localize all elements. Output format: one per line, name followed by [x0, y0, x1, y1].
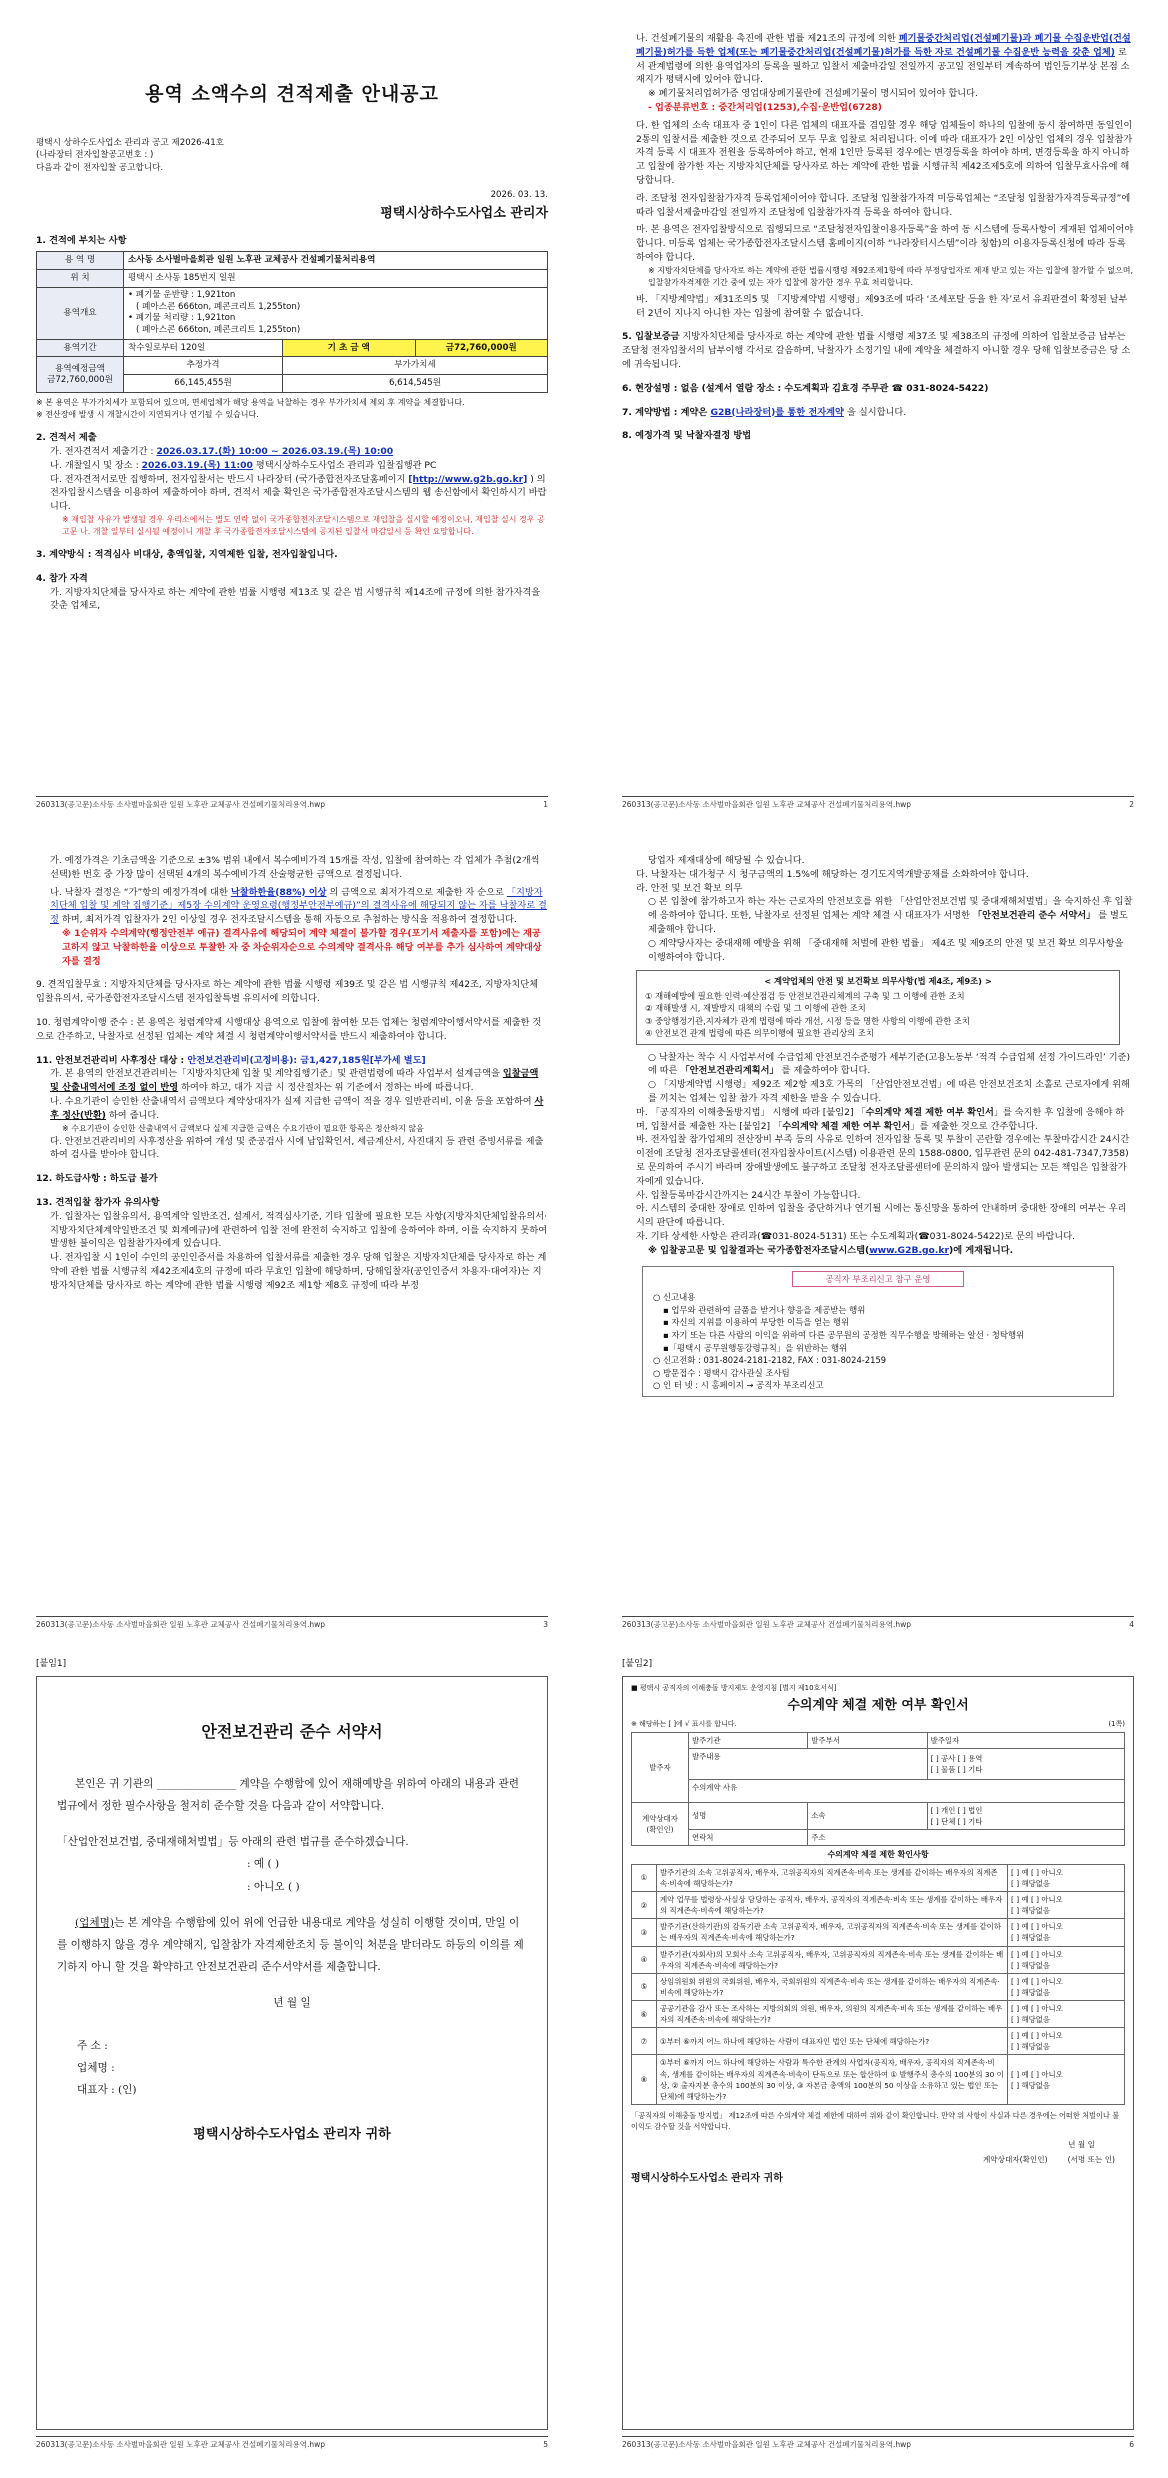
order-content-field[interactable]: 발주내용 [689, 1748, 928, 1779]
vat-label: 부가가치세 [283, 357, 548, 375]
sanction-note: ※ 지방자치단체를 당사자로 하는 계약에 관한 법률시행령 제92조제1항에 따라 부정당업자로 제재 받고 있는 자는 입찰에 참가할 수 없으며, 입찰참가자격제한 기간 중에 있는 자가 입찰에 참가한 경우 무효 처리합니다. [648, 265, 1134, 287]
check-number: ① [632, 1864, 657, 1891]
check-number: ② [632, 1892, 657, 1919]
conflict-text: 마. 「공직자의 이해충돌방지법」 시행에 따라 [붙임2] 「 [636, 1106, 866, 1118]
page-4 [600, 834, 1156, 1636]
section-8-heading: 8. 예정가격 및 낙찰자결정 방법 [622, 430, 752, 442]
pledge-company-placeholder: (업체명) [75, 1916, 114, 1929]
page-5 [14, 1654, 570, 2456]
table-header-period: 용역기간 [37, 339, 124, 357]
section-9-invalid-bid: 9. 견적입찰무효 : 지방자치단체를 당사자로 하는 계약에 관한 법률 시행령 제39조 및 같은 법 시행규칙 제42조, 지방자치단체 입찰유의서, 국가종합전자조달시스템 전자입찰특별 유의서에 의합니다. [36, 979, 539, 1005]
yes-no-checkbox[interactable]: [ ] 예 [ ] 아니오 [1011, 1922, 1063, 1932]
pledge-body-1: 본인은 귀 기관의 _______________ 계약을 수행함에 있어 재해예방을 위하여 아래의 내용과 관련 법규에서 정한 필수사항을 철저히 준수할 것을 다음과 같이 서약합니다. [57, 1777, 519, 1812]
section-2-heading: 2. 견적서 제출 [36, 432, 97, 444]
award-rule-3: 하며, 최저가격 입찰자가 2인 이상일 경우 전자조달시스템을 통해 자동으로 추첨하는 방식을 적용하여 결정합니다. [61, 914, 517, 926]
opening-label: 나. 개찰일시 및 장소 : [50, 459, 139, 471]
vat-note: ※ 본 용역은 부가가치세가 포함되어 있으며, 면세업체가 해당 용역을 낙찰하는 경우 부가가치세 제외 후 계약을 체결합니다. [36, 398, 465, 408]
check-question: 상임위원회 위원의 국회위원, 배우자, 국회위원의 직계존속·비속 또는 생계를 같이하는 배우자의 직계존속·비속에 해당하는가? [657, 1973, 1008, 2000]
page-number: 2 [1129, 799, 1134, 809]
page-6 [600, 1654, 1156, 2456]
overview-line: ( 폐아스콘 666ton, 폐콘크리트 1,255ton) [136, 301, 301, 312]
pledge-body-3: 는 본 계약을 수행함에 있어 위에 언급한 내용대로 계약을 성실히 이행할 것이며, 만일 이를 이행하지 않을 경우 계약해지, 입찰참가 자격제한조치 등 불이익 처분을 받더라도 하등의 이의를 제기하지 아니 할 것을 확약하고 안전보건관리 준수서약서를 제출합니다. [57, 1916, 524, 1974]
check-question: ①부터 ⑥까지 어느 하나에 해당하는 사람과 특수한 관계의 사업자(공직자, 배우자, 공직자의 직계존속·비속, 생계를 같이하는 배우자의 직계존속·비속이 단독으로 또는 합산하여 ① 발행주식 총수의 100분의 30 이상, ② 출자지분 총수의 100분의 30 이상, ③ 자본금 총액의 100분의 50 이상을 소유하고 있는 법인 또는 단체)에 해당하는가? [657, 2055, 1008, 2104]
not-applicable-checkbox[interactable]: [ ] 해당없음 [1011, 1879, 1051, 1889]
check-row [632, 1973, 1125, 2000]
yes-no-checkbox[interactable]: [ ] 예 [ ] 아니오 [1011, 1949, 1063, 1959]
report-line: ▪「평택시 공무원행동강령규칙」을 위반하는 행위 [663, 1342, 848, 1353]
report-line: ▪ 자기 또는 다른 사람의 이익을 위하여 다른 공무원의 공정한 직무수행을 방해하는 알선 · 청탁행위 [663, 1329, 1025, 1340]
service-name: 소사동 소사벌마을회관 일원 노후관 교체공사 건설폐기물처리용역 [124, 252, 548, 270]
safety-plan-text: ○ 낙찰자는 착수 시 사업부서에 수급업체 안전보건수준평가 세부기준(고용노동부 ‘적격 수급업체 선정 가이드라인’ 기준)에 따른 [648, 1051, 1131, 1077]
form-declaration: 「공직자의 이해충돌 방지법」 제12조에 따른 수의계약 체결 제한에 대하여 위와 같이 확인합니다. 만약 위 사항이 사실과 다른 경우에는 어떠한 처벌이나 불이익도 감수할 것을 서약합니다. [631, 2110, 1120, 2131]
safety-cost-amount: 안전보건관리비(고정비용): 금1,427,185원[부가세 별도] [187, 1054, 426, 1066]
form-reference: ■ 평택시 공직자의 이해충돌 방지제도 운영지침 [별지 제10호서식] [631, 1684, 837, 1692]
intro-text: 다음과 같이 전자입찰 공고합니다. [36, 163, 164, 174]
contractor-address-field[interactable]: 주소 [808, 1829, 1125, 1845]
check-question: 발주기관(산하기관)의 감독기관 소속 고위공직자, 배우자, 고위공직자의 직계존속·비속 또는 생계를 같이하는 배우자의 직계존속·비속에 해당하는가? [657, 1919, 1008, 1946]
base-amount-value: 금72,760,000원 [416, 340, 548, 357]
award-rule: 나. 낙찰자 결정은 “가”항의 예정가격에 대한 [50, 886, 228, 898]
g2b-publish-text-2: )에 게재됩니다. [949, 1244, 1014, 1256]
issuer-name: 평택시상하수도사업소 관리자 [380, 206, 548, 222]
electronic-submission-text: 다. 전자견적서로만 집행하며, 전자입찰서는 반드시 나라장터 (국가종합전자조달홈페이지 [50, 473, 406, 485]
settlement-note: ※ 수요기관이 승인한 산출내역서 금액보다 실제 지급한 금액은 수요기관이 필요한 항목은 정산하지 않음 [62, 1123, 424, 1133]
report-line: ▪ 자신의 지위를 이용하여 부당한 이득을 얻는 행위 [663, 1317, 850, 1328]
g2b-publish-text: ※ 입찰공고문 및 입찰결과는 국가종합전자조달시스템( [648, 1244, 870, 1256]
check-row [632, 2001, 1125, 2028]
pledge-yes: : 예 ( ) [247, 1858, 280, 1871]
check-question: 발주기관의 소속 고위공직자, 배우자, 고위공직자의 직계존속·비속 또는 생계를 같이하는 배우자의 직계존속·비속에 해당하는가? [657, 1864, 1008, 1891]
report-line: ○ 신고전화 : 031-8024-2181-2182, FAX : 031-8024-2159 [653, 1355, 887, 1366]
check-number: ⑧ [632, 2055, 657, 2104]
page-footer [622, 2436, 1134, 2450]
conflict-check-form [622, 1676, 1134, 2430]
form-title: 수의계약 체결 제한 여부 확인서 [787, 1697, 969, 1713]
page-1 [14, 14, 570, 816]
not-applicable-checkbox[interactable]: [ ] 해당없음 [1011, 2042, 1051, 2052]
page-3 [14, 834, 570, 1636]
page-number: 4 [1129, 1619, 1134, 1629]
award-floor-rate: 낙찰하한율(88%) 이상 [230, 886, 327, 898]
conflict-form-name-2: 수의계약 체결 제한 여부 확인서 [782, 1120, 911, 1132]
footer-filename: 260313(공고문)소사동 소사벌마을회관 일원 노후관 교체공사 건설폐기물처리용역.hwp [36, 1619, 326, 1629]
bid-restriction-text: ○ 「지방계약법 시행령」제92조 제2항 제3호 가목의 「산업안전보건법」에 따른 안전보건조치 소홀로 근로자에게 위해를 끼치는 업체는 입찰 참가 자격 제한을 받을 수 있습니다. [648, 1079, 1130, 1104]
next-rank-note: ※ 1순위자 수의계약(행정안전부 예규) 결격사유에 해당되어 계약 체결이 불가할 경우(포기서 제출자를 포함)에는 재공고하지 않고 낙찰하한율 이상으로 투찰한 자 중 차순위자순으로 수의계약 결격사유 해당 여부를 추가 심사하여 계약대상자를 결정 [62, 927, 542, 967]
check-section-title: 수의계약 체결 제한 확인사항 [827, 1849, 929, 1859]
section-7-tail: 을 실시합니다. [847, 406, 907, 418]
orderer-table [631, 1732, 1125, 1846]
system-issue-text: 바. 전자입찰 참가업체의 전산장비 부족 등의 사유로 인하여 전자입찰 등록 및 투찰이 곤란할 경우에는 투찰마감시간 24시간 이전에 조달청 전자조달콜센터(전자입찰사이트(시스템) 이용관련 문의 1588-0800, 입무관련 문의 042-481-7347,7358)로 문의하여 주시기 바라며 장애발생에도 불구하고 조달청 전자조달콜센터에 문의하지 않아 발생되는 모든 책임은 입찰참가자에게 있습니다. [636, 1134, 1130, 1187]
industry-code: - 업종분류번호 : 중간처리업(1253),수집·운반업(6728) [648, 101, 883, 113]
section-10-integrity: 10. 청렴계약이행 준수 : 본 용역은 청렴계약제 시행대상 용역으로 입찰에 참여한 모든 업체는 청렴계약이행서약서를 제출한 것으로 간주하고, 낙찰자로 선정된 업체는 계약 체결 시 청렴계약이행서약서를 반드시 제출하여야 합니다. [36, 1016, 542, 1042]
report-line: ○ 신고내용 [653, 1292, 696, 1303]
not-applicable-checkbox[interactable]: [ ] 해당없음 [1011, 1960, 1051, 1970]
footer-filename: 260313(공고문)소사동 소사벌마을회관 일원 노후관 교체공사 건설폐기물처리용역.hwp [622, 1619, 912, 1629]
form-signature-field[interactable]: (서명 또는 인) [1067, 2154, 1115, 2164]
form-signer: 계약상대자(확인인) [982, 2154, 1048, 2164]
page-footer [36, 2436, 548, 2450]
g2b-publish-link[interactable]: www.G2B.go.kr [869, 1244, 949, 1256]
estimated-price-value: 66,145,455원 [124, 375, 283, 393]
check-row [632, 2055, 1125, 2104]
bid-bond-text: 지방자치단체를 당사자로 하는 계약에 관한 법률 시행령 제37조 및 제38조의 규정에 의하여 입찰보증금 납부는 조달청 전자입찰서의 납부이행 각서로 갈음하며, 낙찰자가 소정기일 내에 계약을 체결하지 아니할 경우 당해 입찰보증금은 당 소에 귀속됩니다. [622, 331, 1131, 370]
overview-line: • 폐기물 처리량 : 1,921ton [128, 313, 236, 324]
page-footer [622, 796, 1134, 810]
section-3-contract-type: 3. 계약방식 : 적격심사 비대상, 총액입찰, 지역제한 입찰, 전자입찰입니다. [36, 548, 338, 560]
estimated-price-label: 추정가격 [124, 357, 283, 375]
safety-duty-item: ④ 안전보건 관계 법령에 따른 의무이행에 필요한 관리상의 조치 [645, 1028, 874, 1039]
report-box [642, 1266, 1114, 1397]
section-1-heading: 1. 견적에 부치는 사항 [36, 234, 127, 246]
page-number: 3 [543, 1619, 548, 1629]
conflict-text-3: 」를 제출한 것으로 간주합니다. [910, 1120, 1038, 1132]
bidder-notice-a: 가. 입찰자는 입찰유의서, 용역계약 일반조건, 설계서, 적격심사기준, 기타 입찰에 필요한 모든 사항(지방자치단체입찰유의서·지방자치단체계약일반조건 및 회계예규)에 관련하여 입찰 전에 완전히 숙지하고 입찰에 응하여야 하며, 이를 숙지하지 못하여 발생한 불이익은 입찰참가자에게 있습니다. [50, 1210, 548, 1250]
pledge-body-2: 「산업안전보건법, 중대재해처벌법」등 아래의 관련 법규를 준수하겠습니다. [57, 1836, 409, 1849]
submission-period-label: 가. 전자견적서 제출기간 : [50, 445, 154, 457]
pledge-no: : 아니오 ( ) [247, 1880, 300, 1893]
electronic-submission-text-2: ) 의 전자입찰시스템을 이용하여 제출하여야 하며, 견적서 제출 확인은 국가종합전자조달시스템의 웹 송신함에서 확인하시기 바랍니다. [50, 473, 547, 513]
page-footer [36, 1616, 548, 1630]
opening-place: 평택시상하수도사업소 관리과 입찰집행관 PC [255, 459, 437, 471]
settlement-rule-2: 하여 줍니다. [108, 1109, 160, 1121]
table-header-location: 위 치 [37, 270, 124, 288]
notice-title: 용역 소액수의 견적제출 안내공고 [145, 83, 439, 105]
not-applicable-checkbox[interactable]: [ ] 해당없음 [1011, 1987, 1051, 1997]
safety-duty-item: ① 재해예방에 필요한 인력·예산점검 등 안전보건관리체계의 구축 및 그 이행에 관한 조치 [645, 990, 965, 1001]
g2b-notice-number: (나라장터 전자입찰공고번호 : ) [36, 150, 154, 161]
settlement-rule: 나. 수요기관이 승인한 산출내역서 금액보다 계약상대자가 실제 지급한 금액이 적을 경우 일반관리비, 이윤 등을 포함하여 [50, 1095, 532, 1107]
check-row [632, 2028, 1125, 2055]
waste-permit-note: ※ 폐기물처리업허가증 영업대상폐기물란에 건설폐기물이 명시되어 있어야 합니다. [648, 88, 978, 100]
order-type-options[interactable]: [ ] 공사 [ ] 용역 [ ] 물품 [ ] 기타 [927, 1748, 1124, 1779]
check-number: ⑦ [632, 2028, 657, 2055]
section-12-subcontract: 12. 하도급사항 : 하도급 불가 [36, 1173, 158, 1185]
estimate-table [36, 251, 548, 393]
page-footer [622, 1616, 1134, 1630]
report-box-title: 공직자 부조리신고 참구 운영 [792, 1271, 964, 1288]
check-number: ⑤ [632, 1973, 657, 2000]
estimated-price-rule: 가. 예정가격은 기초금액을 기준으로 ±3% 범위 내에서 복수예비가격 15개를 작성, 입찰에 참여하는 각 업체가 추첨(2개씩 선택)한 번호 중 가장 많이 선택된 4개의 복수예비가격 산술평균한 금액으로 결정됩니다. [50, 855, 540, 880]
check-row [632, 1919, 1125, 1946]
check-number: ③ [632, 1919, 657, 1946]
registration-rule: 라. 조달청 전자입찰참가자격 등록업체이어야 합니다. 조달청 입찰참가자격 미등록업체는 “조달청 입찰참가자격등록규정”에 따라 입찰서제출마감일 전일까지 조달청에 입찰참가자격 등록을 하여야 합니다. [636, 192, 1131, 218]
settlement-evidence: 다. 안전보건관리비의 사후정산을 위하여 개성 및 준공검사 시에 납입확인서, 세금계산서, 사진대지 등 관련 증빙서류를 제출하여 검사를 받아야 합니다. [50, 1135, 544, 1161]
table-header-estimated: 용역예정금액 [55, 363, 105, 374]
yes-no-checkbox[interactable]: [ ] 예 [ ] 아니오 [1011, 1895, 1063, 1905]
safety-plan-text-2: 를 제출하여야 합니다. [781, 1065, 871, 1077]
estimated-amount: 금72,760,000원 [47, 374, 113, 385]
footer-filename: 260313(공고문)소사동 소사벌마을회관 일원 노후관 교체공사 건설폐기물처리용역.hwp [36, 2439, 326, 2449]
conflict-text-2: 」를 숙지한 후 입찰에 응해야 하며, 입찰서를 제출한 자는 [붙임2] 「 [636, 1106, 1125, 1132]
orderer-header: 발주자 [632, 1732, 689, 1802]
check-table [631, 1864, 1125, 2105]
pledge-company: 업체명 : [77, 2061, 115, 2074]
overview-line: • 폐기물 운반량 : 1,921ton [128, 290, 236, 301]
pledge-ceo: 대표자 : (인) [77, 2084, 137, 2097]
contractor-affiliation-field[interactable]: 소속 [808, 1802, 927, 1829]
pledge-date: 년 월 일 [273, 1997, 311, 2010]
award-rule-highlight: 「지방자치단체 입찰 및 계약 집행기준」제5장 수의계약 운영요령(행정부안전부예규)”의 결격사유에 해당되지 않는 자를 낙찰자로 결정 [50, 886, 547, 926]
safety-pledge-form [36, 1676, 548, 2430]
continued-text: 당업자 제재대상에 해당될 수 있습니다. [648, 855, 805, 866]
footer-filename: 260313(공고문)소사동 소사벌마을회관 일원 노후관 교체공사 건설폐기물처리용역.hwp [622, 2439, 912, 2449]
not-applicable-checkbox[interactable]: [ ] 해당없음 [1011, 1906, 1051, 1916]
qualification-b-text-2: 로서 관계법령에 의한 용역업자의 등록을 필하고 입찰서 제출마감일 전일까지 공고일 전일부터 계속하여 법인등기부상 본점 소재지가 평택시에 있어야 합니다. [636, 46, 1130, 86]
representative-rule: 다. 한 업체의 소속 대표자 중 1인이 다른 업체의 대표자를 겸임할 경우 해당 업체들이 하나의 입찰에 동시 참여하면 동일인이 2통의 입찰서를 제출한 것으로 간주되어 모두 무효 입찰로 처리됩니다. 이에 따라 대표자가 2인 이상인 업체의 경우 입찰참가자격 등록 시 대표자 전원을 등록하여야 하고, 현재 1인만 등록된 경우에는 변경등록을 하여야 하며, 변경등록을 하지 아니하고 입찰에 참가한 자는 지방자치단체를 당사자로 하는 계약에 관한 법률 시행규칙 제42조제5호에 의하여 입찰무효사유에 해당합니다. [636, 119, 1133, 186]
report-line: ○ 인 터 넷 : 시 홈페이지 → 공직자 부조리신고 [653, 1380, 824, 1391]
section-13-heading: 13. 견적입찰 참가자 유의사항 [36, 1196, 160, 1208]
safety-box-title: < 계약업체의 안전 및 보건확보 의무사항(법 제4조, 제9조) > [764, 976, 992, 987]
footer-filename: 260313(공고문)소사동 소사벌마을회관 일원 노후관 교체공사 건설폐기물처리용역.hwp [36, 799, 326, 809]
safety-cost-highlight: 입찰금액 및 산출내역서에 조정 없이 반영 [50, 1068, 539, 1094]
pledge-title: 안전보건관리 준수 서약서 [201, 1722, 383, 1741]
not-applicable-checkbox[interactable]: [ ] 해당없음 [1011, 2080, 1051, 2090]
form-instruction: ※ 해당하는 [ ]에 √ 표시를 합니다. [631, 1720, 737, 1728]
e-bidding-rule: 마. 본 용역은 전자입찰방식으로 집행되므로 “조달청전자입찰이용자등록”을 하여 동 시스템에 등록사항이 게재된 업체이어야 합니다. 미등록 업체는 국가종합전자조달시스템 홈페이지(이하 “나라장터시스템”이라 칭함)의 이용자등록신청에 따라 등록하여야 합니다. [636, 224, 1134, 263]
orderer-dept-field[interactable]: 발주부서 [808, 1732, 927, 1748]
page-footer [36, 796, 548, 810]
vat-value: 6,614,545원 [283, 375, 548, 393]
not-applicable-checkbox[interactable]: [ ] 해당없음 [1011, 1933, 1051, 1943]
safety-duty-box [636, 970, 1120, 1044]
safety-text: ○ 본 입찰에 참가하고자 하는 자는 근로자의 안전보호를 위한 「산업안전보건법 및 중대재해처벌법」을 숙지하신 후 입찰에 응하여야 합니다. 또한, 낙찰자로 선정된 업체는 계약 체결 시 대표자가 서명한 [648, 896, 1133, 922]
check-question: 발주기관(자회사)의 모회사 소속 고위공직자, 배우자, 고위공직자의 직계존속·비속 또는 생계를 같이하는 배우자의 직계존속·비속에 해당하는가? [657, 1946, 1008, 1973]
safety-cost-rule-2: 하여야 하고, 대가 지급 시 정산절차는 위 기준에서 정하는 바에 따릅니다. [181, 1082, 474, 1094]
section-6-site-briefing: 6. 현장설명 : 없음 (설계서 열람 장소 : 수도계획과 김효경 주무관 ☎ 031-8024-5422) [622, 382, 989, 394]
service-location: 평택시 소사동 185번지 일원 [124, 270, 548, 288]
footer-filename: 260313(공고문)소사동 소사벌마을회관 일원 노후관 교체공사 건설폐기물처리용역.hwp [622, 799, 912, 809]
safety-duty-item: ③ 중앙행정기관,지자체가 관계 법령에 따라 개선, 시정 등을 명한 사항의 이행에 관한 조치 [645, 1015, 970, 1026]
report-line: ○ 방문접수 : 평택시 감사관실 조사팀 [653, 1367, 790, 1378]
contractor-phone-field[interactable]: 연락처 [689, 1829, 808, 1845]
tax-evasion-rule: 바. 「지방계약법」제31조의5 및 「지방계약법 시행령」제93조에 따라 ‘조세포탈 등을 한 자’로서 유죄판결이 확정된 날부터 2년이 지나지 아니한 자는 입찰에 참여할 수 없습니다. [636, 293, 1128, 319]
conflict-form-name: 수의계약 체결 제한 여부 확인서 [865, 1106, 994, 1118]
table-header-overview: 용역개요 [37, 288, 124, 339]
safety-text-2: 를 별도 제출해야 합니다. [648, 910, 1128, 935]
form-date: 년 월 일 [1068, 2139, 1095, 2149]
page-number: 5 [543, 2439, 548, 2449]
safety-duty-item: ② 재해발생 시, 재발방지 대책의 수립 및 그 이행에 관한 조치 [645, 1003, 866, 1014]
check-question: 공공기관을 감사 또는 조사하는 지방의회의 의원, 배우자, 의원의 직계존속·비속 또는 생계를 같이하는 배우자의 직계존속·비속에 해당하는가? [657, 2001, 1008, 2028]
page-number: 6 [1129, 2439, 1134, 2449]
pledge-recipient: 평택시상하수도사업소 관리자 귀하 [193, 2127, 391, 2143]
bidding-24h-text: 사. 입찰등록마감시간까지는 24시간 투찰이 가능합니다. [636, 1189, 861, 1201]
contractor-name-field[interactable]: 성명 [689, 1802, 808, 1829]
page-2 [600, 14, 1156, 816]
check-question: ①부터 ⑥까지 어느 하나에 해당하는 사람이 대표자인 법인 또는 단체에 해당하는가? [657, 2028, 1008, 2055]
contract-reason-field[interactable]: 수의계약 사유 [689, 1779, 1125, 1802]
yes-no-checkbox[interactable]: [ ] 예 [ ] 아니오 [1011, 1867, 1063, 1877]
check-number: ⑥ [632, 2001, 657, 2028]
notice-number: 평택시 상하수도사업소 관리과 공고 제2026-41호 [36, 137, 224, 148]
rebid-note: ※ 재입찰 사유가 발생될 경우 우리소에서는 별도 연락 없이 국가종합전자조달시스템으로 재입찰을 실시할 예정이오니, 재입찰 실시 경우 공고문 나. 개찰 일부터 실시될 예정이니 개찰 후 국가종합전자조달시스템에 공지된 입찰서 마감일시 등 확인 요망합니다. [62, 514, 545, 536]
base-amount-label: 기 초 금 액 [283, 340, 416, 357]
yes-no-checkbox[interactable]: [ ] 예 [ ] 아니오 [1011, 2004, 1063, 2014]
check-row [632, 1864, 1125, 1891]
yes-no-checkbox[interactable]: [ ] 예 [ ] 아니오 [1011, 2069, 1063, 2079]
opening-datetime: 2026.03.19.(목) 11:00 [141, 459, 253, 471]
e-contract-highlight: G2B(나라장터)를 통한 전자계약 [710, 406, 844, 418]
service-period: 착수일로부터 120일 [124, 339, 283, 357]
check-row [632, 1892, 1125, 1919]
check-row [632, 1946, 1125, 1973]
settlement-highlight: 사후 정산(반환) [50, 1095, 544, 1121]
section-11-label: 11. 안전보건관리비 사후정산 대상 : [36, 1054, 185, 1066]
qualification-b-text: 나. 건설폐기물의 재활용 촉진에 관한 법률 제21조의 규정에 의한 [636, 33, 896, 44]
bond-rule: 다. 낙찰자는 대가청구 시 청구금액의 1.5%에 해당하는 경기도지역개발공채를 소화하여야 합니다. [636, 868, 1029, 880]
pledge-address: 주 소 : [77, 2039, 108, 2052]
yes-no-checkbox[interactable]: [ ] 예 [ ] 아니오 [1011, 2031, 1063, 2041]
not-applicable-checkbox[interactable]: [ ] 해당없음 [1011, 2015, 1051, 2025]
safety-cost-rule: 가. 본 용역의 안전보건관리비는「지방자치단체 입찰 및 계약집행기준」및 관련법령에 따라 사업부서 설계금액을 [50, 1068, 500, 1080]
qualification-text: 가. 지방자치단체를 당사자로 하는 계약에 관한 법률 시행령 제13조 및 같은 법 시행규칙 제14조에 규정에 의한 참가자격을 갖춘 업체로, [50, 586, 541, 612]
check-number: ④ [632, 1946, 657, 1973]
g2b-link[interactable]: [http://www.g2b.go.kr] [408, 473, 528, 485]
system-failure-text: 아. 시스템의 중대한 장애로 인하여 입찰을 중단하거나 연기될 시에는 통신망을 통하여 안내하며 중대한 장애의 여부는 우리시의 판단에 따릅니다. [636, 1203, 1127, 1229]
order-date-field[interactable]: 발주일자 [927, 1732, 1124, 1748]
form-recipient: 평택시상하수도사업소 관리자 귀하 [631, 2173, 783, 2185]
serious-accident-text: ○ 계약당사자는 중대재해 예방을 위해 「중대재해 처벌에 관한 법률」 제4조 및 제9조의 안전 및 보건 확보 의무사항을 이행하여야 합니다. [648, 937, 1124, 963]
contact-text: 자. 기타 상세한 사항은 관리과(☎031-8024-5131) 또는 수도계획과(☎031-8024-5422)로 문의 바랍니다. [636, 1230, 1076, 1242]
yes-no-checkbox[interactable]: [ ] 예 [ ] 아니오 [1011, 1976, 1063, 1986]
system-failure-note: ※ 전산장애 발생 시 개찰시간이 지연되거나 연기될 수 있습니다. [36, 410, 259, 420]
section-4-heading: 4. 참가 자격 [36, 572, 88, 584]
safety-heading: 라. 안전 및 보건 확보 의무 [636, 882, 743, 894]
submission-period-value: 2026.03.17.(화) 10:00 ~ 2026.03.19.(목) 10:00 [156, 445, 394, 457]
form-page-label: (1쪽) [1108, 1720, 1125, 1728]
report-line: ▪ 업무와 관련하여 금품을 받거나 향응을 제공받는 행위 [663, 1304, 866, 1315]
notice-date: 2026. 03. 13. [490, 190, 548, 201]
contractor-type-options[interactable]: [ ] 개인 [ ] 법인 [ ] 단체 [ ] 기타 [927, 1802, 1124, 1829]
check-question: 계약 업무를 법령상·사실상 담당하는 공직자, 배우자, 공직자의 직계존속·비속 또는 생계를 같이하는 배우자의 직계존속·비속에 해당하는가? [657, 1892, 1008, 1919]
page-number: 1 [543, 799, 548, 809]
orderer-agency-field[interactable]: 발주기관 [689, 1732, 808, 1748]
section-7-label: 7. 계약방법 : 계약은 [622, 406, 708, 418]
overview-line: ( 폐아스콘 666ton, 폐콘크리트 1,255ton) [136, 324, 301, 335]
attachment-tag: [붙임2] [622, 1659, 653, 1669]
section-5-heading: 5. 입찰보증금 [622, 331, 680, 343]
table-header-name: 용 역 명 [37, 252, 124, 270]
qualification-b-highlight: 폐기물중간처리업(건설폐기물)과 폐기물 수집운반업(건설폐기물)허가를 득한 업체(또는 폐기물중간처리업(건설폐기물)허가를 득한 자로 건설폐기물 수집운반 능력을 갖춘 업체) [636, 33, 1131, 58]
contractor-header: 계약상대자 (확인인) [632, 1802, 689, 1845]
safety-plan-highlight: 「안전보건관리계획서」 [680, 1065, 779, 1077]
award-rule-2: 의 금액으로 최저가격으로 제출한 자 순으로 [329, 886, 504, 898]
safety-pledge-highlight: 「안전보건관리 준수 서약서」 [972, 910, 1096, 922]
bidder-notice-b: 나. 전자입찰 시 1인이 수인의 공인인증서를 차용하여 입찰서류를 제출한 경우 당해 입찰은 지방자치단체를 당사자로 하는 계약에 관한 법률 시행규칙 제42조제4호의 규정에 따라 무효인 입찰에 해당하며, 당해입찰자(공인인증서 차용자·대여자)는 지방자치단체를 당사자로 하는 계약에 관한 법률 시행령 제92조 제1항 제8호 규정에 따라 부정 [50, 1252, 547, 1291]
attachment-tag: [붙임1] [36, 1659, 67, 1669]
